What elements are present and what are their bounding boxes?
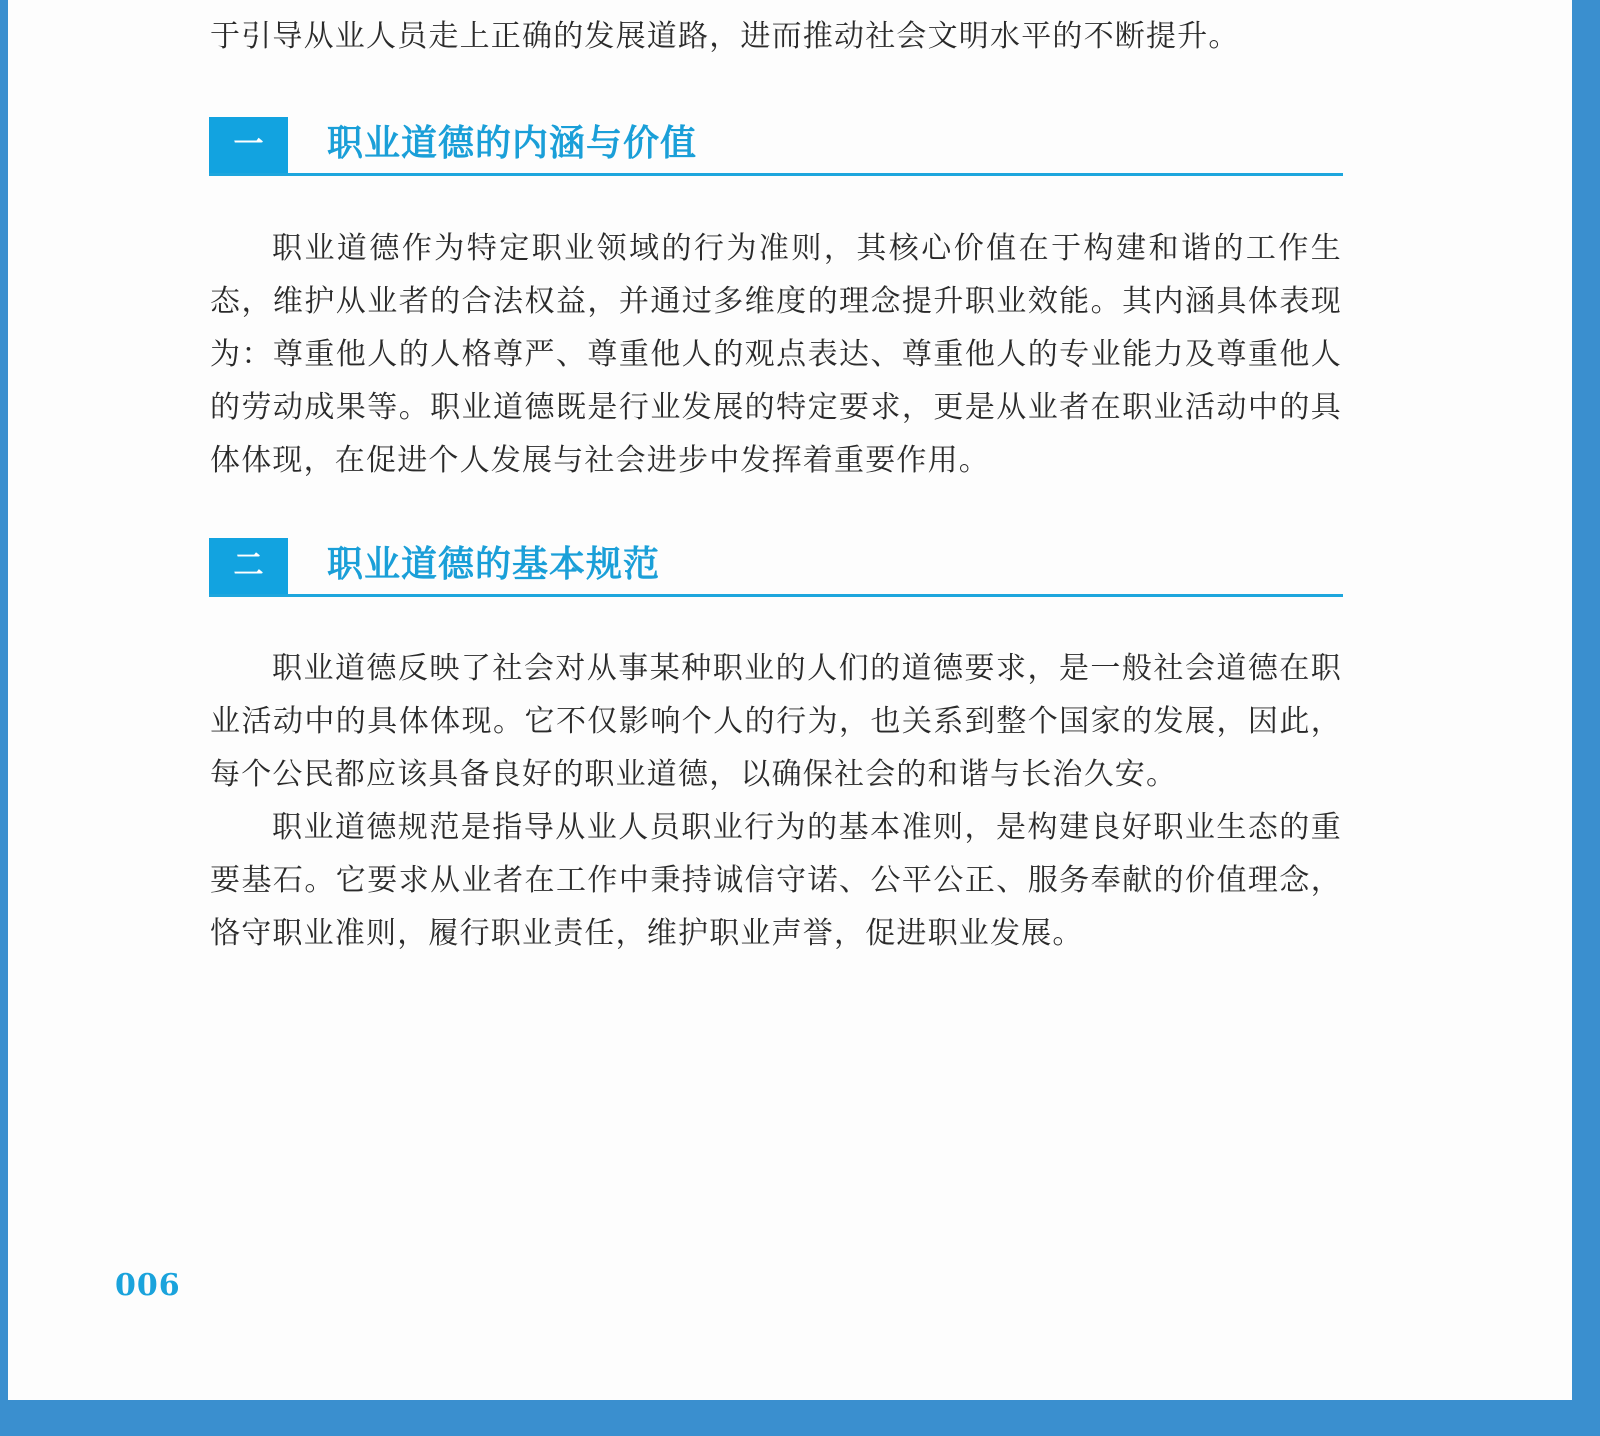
- section-title: 职业道德的内涵与价值: [327, 123, 698, 164]
- page-number: 006: [115, 1268, 181, 1303]
- section-heading-1: [209, 117, 1343, 176]
- paragraph: 职业道德反映了社会对从事某种职业的人们的道德要求，是一般社会道德在职业活动中的具体体现。它不仅影响个人的行为，也关系到整个国家的发展，因此，每个公民都应该具备良好的职业道德，以确保社会的和谐与长治久安。: [210, 651, 1342, 792]
- section-number-badge: 二: [209, 538, 288, 594]
- intro-paragraph: 于引导从业人员走上正确的发展道路，进而推动社会文明水平的不断提升。: [210, 19, 1240, 54]
- intro-paragraph-block: [210, 10, 1342, 63]
- section-heading-2: [209, 538, 1343, 597]
- document-page: [8, 0, 1572, 1400]
- section-1-body: [210, 222, 1342, 487]
- paragraph: 职业道德规范是指导从业人员职业行为的基本准则，是构建良好职业生态的重要基石。它要求从业者在工作中秉持诚信守诺、公平公正、服务奉献的价值理念，恪守职业准则，履行职业责任，维护职业声誉，促进职业发展。: [210, 810, 1342, 951]
- section-title: 职业道德的基本规范: [327, 544, 661, 585]
- section-number-badge: 一: [209, 117, 288, 173]
- section-2-body: [210, 642, 1342, 960]
- paragraph: 职业道德作为特定职业领域的行为准则，其核心价值在于构建和谐的工作生态，维护从业者的合法权益，并通过多维度的理念提升职业效能。其内涵具体表现为：尊重他人的人格尊严、尊重他人的观点表达、尊重他人的专业能力及尊重他人的劳动成果等。职业道德既是行业发展的特定要求，更是从业者在职业活动中的具体体现，在促进个人发展与社会进步中发挥着重要作用。: [210, 231, 1342, 478]
